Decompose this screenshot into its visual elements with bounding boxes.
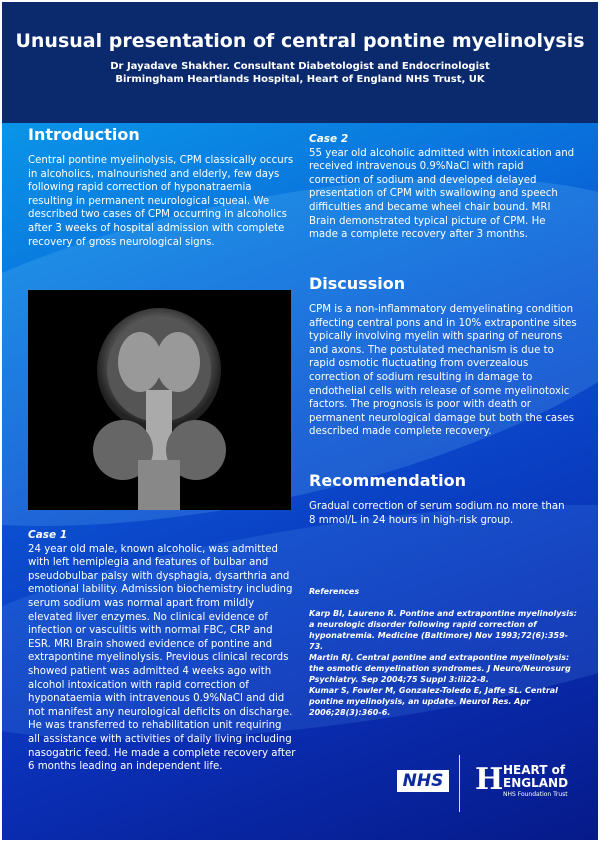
references bbox=[309, 586, 579, 718]
case1-heading: Case 1 bbox=[28, 529, 68, 541]
case1-section bbox=[28, 529, 296, 774]
case1-text: 24 year old male, known alcoholic, was admitted with left hemiplegia and features of bulbar and pseudobulbar palsy with dysphagia, dysarthria and emotional lability. Admission biochemistry including serum sodium was normal apart from mildly elevated liver enzymes. No clinical evidence of infection or vasculitis with normal FBC, CRP and ESR. MRI Brain showed evidence of pontine and extrapontine myelinolysis. Previous clinical records showed patient was admitted 4 weeks ago with alcohol intoxication with rapid correction of hyponataemia with intravenous 0.9%NaCl and did not manifest any neurological deficits on discharge. He was transferred to rehabilitation unit requiring all assistance with activities of daily living including nasogatric feed. He made a complete recovery after 6 months leading an independent life. bbox=[28, 543, 296, 773]
discussion-text: CPM is a non-inflammatory demyelinating condition affecting central pons and in 10% extrapontine sites typically involving myelin with sparing of neurons and axons. The postulated mechanism is due to rapid osmotic fluctuating from overzealous correction of sodium resulting in damage to endothelial cells with release of some myelinotoxic factors. The prognosis is poor with death or permanent neurological damage but both the cases described made complete recovery. bbox=[309, 304, 577, 438]
discussion-heading: Discussion bbox=[309, 274, 406, 293]
logo-divider bbox=[459, 755, 460, 812]
recommendation-text: Gradual correction of serum sodium no more than 8 mmol/L in 24 hours in high-risk group. bbox=[309, 501, 565, 526]
nhs-logo: NHS bbox=[397, 770, 449, 792]
case2-section bbox=[309, 133, 577, 242]
case2-text: 55 year old alcoholic admitted with intoxication and received intravenous 0.9%NaCl with rapid correction of sodium and developed delayed presentation of CPM with swallowing and speech difficulties and became wheel chair bound. MRI Brain demonstrated typical picture of CPM. He made a complete recovery after 3 months. bbox=[309, 147, 575, 241]
mri-brain-image bbox=[28, 290, 291, 510]
author: Dr Jayadave Shakher. Consultant Diabetologist and Endocrinologist bbox=[110, 61, 490, 72]
hoe-line3: NHS Foundation Trust bbox=[503, 791, 568, 798]
reference-item: Martin RJ. Central pontine and extrapontine myelinolysis: the osmotic demyelination syndromes. J Neuro/Neurosurg Psychiatry. Sep 2004;75 Suppl 3:iii22-8. bbox=[309, 653, 571, 684]
reference-item: Kumar S, Fowler M, Gonzalez-Toledo E, Jaffe SL. Central pontine myelinolysis, an update. Neurol Res. Apr 2006;28(3):360-6. bbox=[309, 686, 558, 717]
affiliation: Birmingham Heartlands Hospital, Heart of England NHS Trust, UK bbox=[115, 74, 485, 85]
hoe-line2: ENGLAND bbox=[503, 776, 569, 790]
poster bbox=[2, 2, 598, 840]
introduction-text: Central pontine myelinolysis, CPM classically occurs in alcoholics, malnourished and elderly, few days following rapid correction of hyponatraemia resulting in permanent neurological squeal. We described two cases of CPM occurring in alcoholics after 3 weeks of hospital admission with complete recovery of gross neurological signs. bbox=[28, 155, 294, 248]
references-heading: References bbox=[309, 587, 360, 596]
hoe-mark-icon: H bbox=[475, 762, 504, 797]
hoe-line1: HEART of bbox=[503, 763, 566, 777]
header bbox=[2, 2, 598, 123]
recommendation-heading: Recommendation bbox=[309, 471, 466, 490]
poster-title: Unusual presentation of central pontine myelinolysis bbox=[15, 30, 585, 52]
introduction-heading: Introduction bbox=[28, 125, 140, 144]
logos bbox=[397, 755, 587, 815]
case2-heading: Case 2 bbox=[309, 133, 349, 145]
reference-item: Karp BI, Laureno R. Pontine and extrapontine myelinolysis: a neurologic disorder following rapid correction of hyponatremia. Medicine (Baltimore) Nov 1993;72(6):359-73. bbox=[309, 609, 577, 651]
